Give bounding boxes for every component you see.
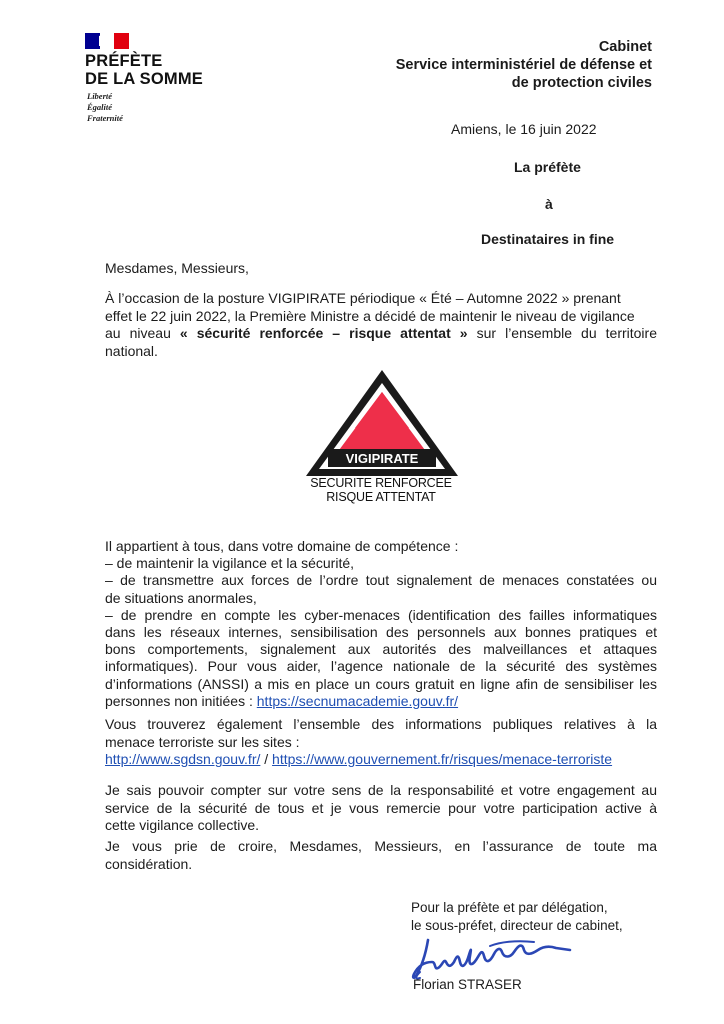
thanks-line-1: Je sais pouvoir compter sur votre sens de la responsabilité et votre engagement au — [105, 782, 657, 798]
intro-line-1: À l’occasion de la posture VIGIPIRATE périodique « Été – Automne 2022 » prenant — [105, 290, 621, 306]
cabinet-line-1: Cabinet — [598, 39, 652, 55]
vigipirate-logo-text: VIGIPIRATE — [345, 451, 419, 466]
cabinet-line-2: Service interministériel de défense et — [395, 57, 652, 73]
sender: La préfète — [514, 159, 581, 175]
secnumacademie-link[interactable]: https://secnumacademie.gouv.fr/ — [256, 692, 459, 709]
duties-line-9: d’informations (ANSSI) a mis en place un cours gratuit en ligne afin de sensibiliser les — [105, 675, 657, 692]
motto-fraternite: Fraternité — [87, 113, 123, 123]
duties-paragraph — [105, 538, 657, 710]
vigipirate-caption — [298, 476, 464, 504]
duties-line-5: – de prendre en compte les cyber-menaces (identification des failles informatiques — [105, 606, 657, 623]
motto-liberte: Liberté — [87, 91, 113, 101]
sites-line-2: menace terroriste sur les sites : — [105, 733, 300, 750]
delegation-line-1: Pour la préfète et par délégation, — [411, 900, 608, 915]
marianne-flag-logo — [85, 33, 129, 49]
sites-line-1: Vous trouverez également l’ensemble des informations publiques relatives à la — [105, 716, 657, 732]
signer-name: Florian STRASER — [413, 977, 522, 992]
duties-line-2: – de maintenir la vigilance et la sécurité, — [105, 555, 355, 572]
motto-egalite: Égalité — [87, 102, 113, 112]
vigipirate-caption-line-2: RISQUE ATTENTAT — [326, 490, 436, 504]
sites-paragraph — [105, 716, 657, 769]
sites-links-line — [105, 751, 657, 769]
intro-line-3a: au niveau — [105, 325, 180, 341]
duties-line-8: informatiques). Pour vous aider, l’agence nationale de la sécurité des systèmes — [105, 658, 657, 675]
delegation-block — [411, 899, 623, 935]
duties-line-1: Il appartient à tous, dans votre domaine de compétence : — [105, 538, 459, 554]
sgdsn-link[interactable]: http://www.sgdsn.gouv.fr/ — [105, 751, 261, 767]
handwritten-signature — [410, 932, 590, 982]
duties-line-10-prefix: personnes non initiées : — [105, 692, 257, 709]
intro-paragraph — [105, 290, 657, 360]
duties-line-10 — [105, 693, 657, 710]
duties-line-3: – de transmettre aux forces de l’ordre tout signalement de menaces constatées ou — [105, 572, 657, 589]
intro-line-3b: sur l’ensemble du territoire — [467, 325, 657, 341]
prefecture-line-2: DE LA SOMME — [85, 70, 204, 88]
duties-line-6: dans les réseaux internes, sensibilisation des personnels aux bonnes pratiques et — [105, 624, 657, 641]
duties-line-4: de situations anormales, — [105, 589, 257, 606]
intro-line-4: national. — [105, 342, 158, 359]
threat-level-text: « sécurité renforcée – risque attentat » — [179, 325, 468, 341]
thanks-line-2: service de la sécurité de tous et je vous remercie pour votre participation active à — [105, 799, 657, 816]
closing-line-1: Je vous prie de croire, Mesdames, Messieurs, en l’assurance de toute ma — [105, 838, 657, 854]
cabinet-service-block — [396, 38, 652, 92]
dateline: Amiens, le 16 juin 2022 — [451, 121, 597, 137]
thanks-paragraph — [105, 782, 657, 835]
closing-line-2: considération. — [105, 855, 193, 872]
vigipirate-caption-line-1: SECURITE RENFORCEE — [310, 476, 452, 490]
gouvernement-menace-link[interactable]: https://www.gouvernement.fr/risques/menace-terroriste — [272, 751, 613, 767]
cabinet-line-3: de protection civiles — [511, 75, 652, 91]
republic-motto — [87, 91, 123, 124]
thanks-line-3: cette vigilance collective. — [105, 817, 260, 833]
to-word: à — [545, 196, 553, 212]
recipients: Destinataires in fine — [481, 231, 615, 247]
delegation-line-2: le sous-préfet, directeur de cabinet, — [411, 918, 623, 933]
prefecture-line-1: PRÉFÈTE — [85, 52, 163, 70]
intro-line-3 — [105, 325, 657, 343]
links-separator: / — [260, 751, 273, 767]
intro-line-2: effet le 22 juin 2022, la Première Ministre a décidé de maintenir le niveau de vigilance — [105, 307, 635, 324]
closing-paragraph — [105, 838, 657, 873]
salutation: Mesdames, Messieurs, — [105, 260, 249, 276]
prefecture-name — [85, 52, 203, 88]
duties-line-7: bons comportements, signalement aux autorités des malveillances et attaques — [105, 641, 657, 658]
